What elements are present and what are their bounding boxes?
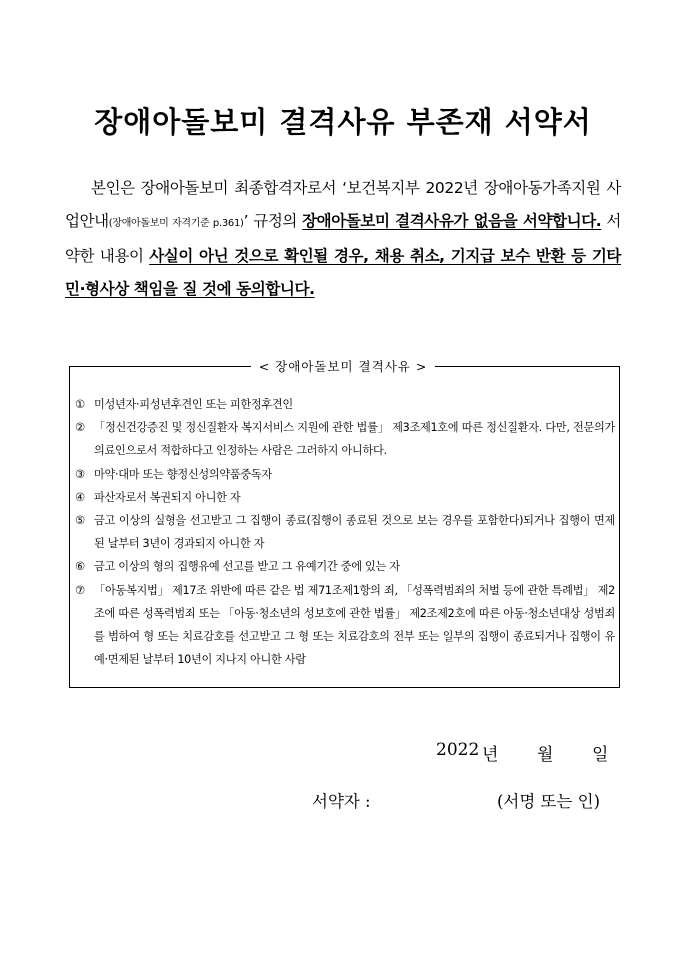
date-month-unit: 월 xyxy=(537,745,554,765)
page-title: 장애아돌보미 결격사유 부존재 서약서 xyxy=(94,105,592,139)
list-item: ① 미성년자·피성년후견인 또는 피한정후견인 xyxy=(75,398,293,411)
list-item: ⑦ 「아동복지법」 제17조 위반에 따른 같은 법 제71조제1항의 죄, 「성폭력범죄의 처벌 등에 관한 특례법」 제2조에 따른 성폭력범죄 또는 「아동·청소년의 성보호에 관한 법률」 제2조제2호에 따른 아동·청소년대상 성범죄를 범하여 형 또는 치료감호를 선고받고 그 형 또는 치료감호의 전부 또는 일부의 집행이 종료되거나 집행이 유예·면제된 날부터 10년이 지나지 아니한 사람 xyxy=(75,583,615,667)
criteria-list xyxy=(75,393,615,671)
pledge-paragraph xyxy=(65,172,621,305)
pledge-text-3: 서약한 내용이 xyxy=(65,211,621,265)
pledge-text-1: 본인은 장애아돌보미 최종합격자로서 ‘보건복지부 2022년 장애아동가족지원 사업안내 xyxy=(65,179,621,230)
list-item: ⑥ 금고 이상의 형의 집행유예 선고를 받고 그 유예기간 중에 있는 자 xyxy=(75,560,400,574)
date-year: 2022 xyxy=(436,740,480,760)
date-year-unit: 년 xyxy=(482,745,499,765)
criteria-heading: < 장애아돌보미 결격사유 > xyxy=(0,357,686,375)
pledge-text-2: ’ 규정의 xyxy=(243,211,303,230)
signer-label: 서약자 : xyxy=(312,792,371,811)
pledge-reference-note: (장애아돌보미 자격기준 p.361) xyxy=(108,217,244,229)
list-item: ⑤ 금고 이상의 실형을 선고받고 그 집행이 종료(집행이 종료된 것으로 보는 경우를 포함한다)되거나 집행이 면제된 날부터 3년이 경과되지 아니한 자 xyxy=(75,514,615,551)
pledge-emphasis-2: 사실이 아닌 것으로 확인될 경우, 채용 취소, 기지급 보수 반환 등 기타 민·형사상 책임을 질 것에 동의합니다. xyxy=(65,247,621,298)
list-item: ④ 파산자로서 복권되지 아니한 자 xyxy=(75,490,241,504)
pledge-emphasis-1: 장애아돌보미 결격사유가 없음을 서약합니다. xyxy=(302,211,602,230)
signature-hint: (서명 또는 인) xyxy=(497,792,601,811)
date-day-unit: 일 xyxy=(592,745,609,765)
list-item: ② 「정신건강증진 및 정신질환자 복지서비스 지원에 관한 법률」 제3조제1호에 따른 정신질환자. 다만, 전문의가 의료인으로서 적합하다고 인정하는 사람은 그러하지 아니하다. xyxy=(75,421,615,458)
list-item: ③ 마약·대마 또는 향정신성의약품중독자 xyxy=(75,467,272,481)
